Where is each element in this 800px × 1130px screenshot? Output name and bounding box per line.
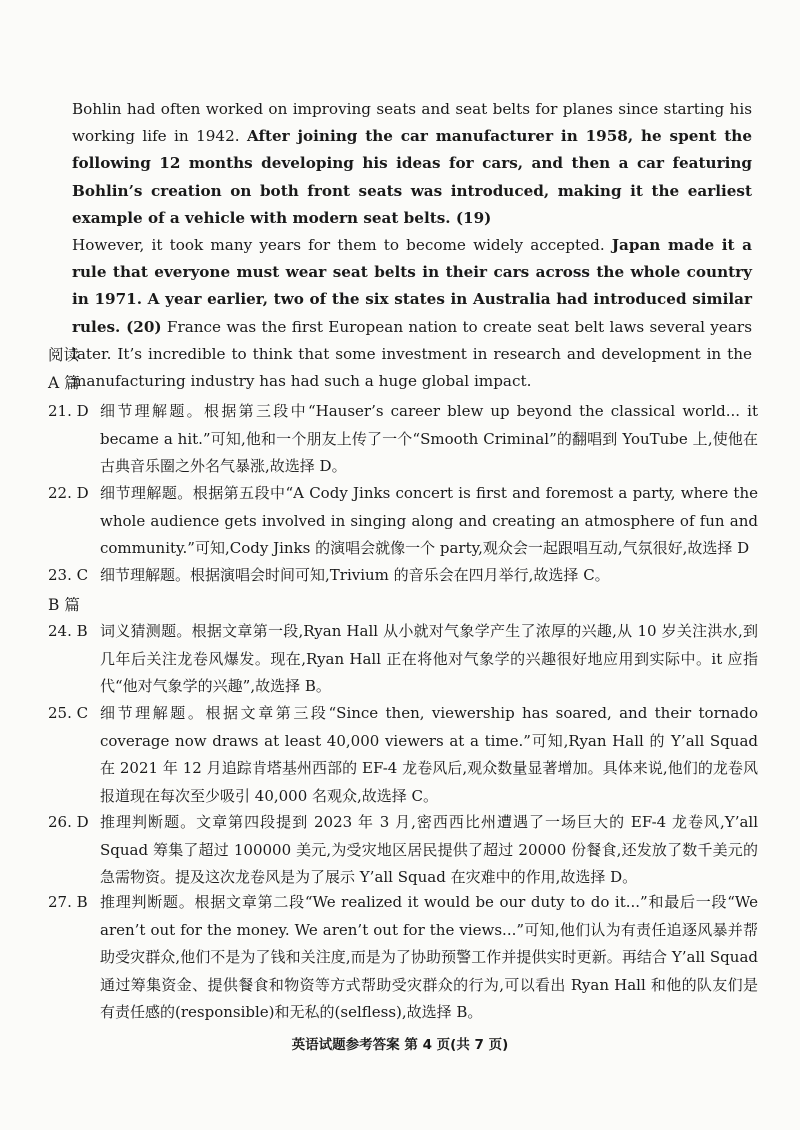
answer-explanation: 细节理解题。根据演唱会时间可知,Trivium 的音乐会在四月举行,故选择 C。 — [100, 566, 610, 584]
passage-key-sentence: After joining the car manufacturer in 1958, he spent the following 12 months developing his ideas for cars, and then a car featuring Bohlin’s creation on both front seats was introduced, making it the earliest example of a vehicle with modern seat belts. (19) — [72, 127, 752, 227]
section-reading: 阅读 — [48, 346, 80, 364]
passage-text: France was the first European nation to create seat belt laws several years later. It’s incredible to think that some investment in research and development in the manufacturing industry has had such a huge global impact. — [72, 317, 752, 391]
answer-item — [48, 889, 758, 1027]
passage-key-sentence: Japan made it a rule that everyone must wear seat belts in their cars across the whole country in 1971. A year earlier, two of the six states in Australia had introduced similar rules. (20) — [72, 236, 752, 336]
answer-number: 23. C — [48, 566, 89, 584]
page-footer: 英语试题参考答案 第 4 页(共 7 页) — [291, 1037, 509, 1053]
passage-text: Bohlin had often worked on improving seats and seat belts for planes since starting his working life in 1942. — [72, 100, 752, 146]
answer-number: 26. D — [48, 813, 89, 831]
answer-explanation: 细节理解题。根据第三段中“Hauser’s career blew up beyond the classical world... it became a hit.”可知,他和一个朋友上传了一个“Smooth Criminal”的翻唱到 YouTube 上,使他在古典音乐圈之外名气暴涨,故选择 D。 — [100, 402, 758, 475]
section-a-heading: A 篇 — [48, 374, 80, 392]
answer-item — [48, 618, 758, 701]
answer-item — [48, 398, 758, 481]
passage-paragraph-1 — [72, 96, 752, 232]
answer-number: 21. D — [48, 402, 89, 420]
passage-paragraph-2 — [72, 232, 752, 395]
answer-number: 24. B — [48, 622, 88, 640]
answer-number: 25. C — [48, 704, 89, 722]
answer-explanation: 推理判断题。文章第四段提到 2023 年 3 月,密西西比州遭遇了一场巨大的 EF-4 龙卷风,Y’all Squad 筹集了超过 100000 美元,为受灾地区居民提供了超过 20000 份餐食,还发放了数千美元的急需物资。提及这次龙卷风是为了展示 Y’all Squad 在灾难中的作用,故选择 D。 — [100, 813, 758, 886]
answer-explanation: 细节理解题。根据第五段中“A Cody Jinks concert is first and foremost a party, where the whole audience gets involved in singing along and creating an atmosphere of fun and community.”可知,Cody Jinks 的演唱会就像一个 party,观众会一起跟唱互动,气氛很好,故选择 D — [100, 484, 758, 557]
answer-item — [48, 700, 758, 810]
answer-explanation: 推理判断题。根据文章第二段“We realized it would be our duty to do it...”和最后一段“We aren’t out for the money. We aren’t out for the views...”可知,他们认为有责任追逐风暴并帮助受灾群众,他们不是为了钱和关注度,而是为了协助预警工作并提供实时更新。再结合 Y’all Squad 通过筹集资金、提供餐食和物资等方式帮助受灾群众的行为,可以看出 Ryan Hall 和他的队友们是有责任感的(responsible)和无私的(selfless),故选择 B。 — [100, 893, 758, 1021]
answer-item — [48, 809, 758, 892]
answer-item — [48, 480, 758, 563]
section-b-heading: B 篇 — [48, 596, 80, 614]
answer-item — [48, 562, 758, 590]
passage-text: However, it took many years for them to become widely accepted. — [72, 236, 612, 255]
answer-explanation: 词义猜测题。根据文章第一段,Ryan Hall 从小就对气象学产生了浓厚的兴趣,从 10 岁关注洪水,到几年后关注龙卷风爆发。现在,Ryan Hall 正在将他对气象学的兴趣很好地应用到实际中。it 应指代“他对气象学的兴趣”,故选择 B。 — [100, 622, 758, 695]
answer-explanation: 细节理解题。根据文章第三段“Since then, viewership has soared, and their tornado coverage now draws at least 40,000 viewers at a time.”可知,Ryan Hall 的 Y’all Squad 在 2021 年 12 月追踪肯塔基州西部的 EF-4 龙卷风后,观众数量显著增加。具体来说,他们的龙卷风报道现在每次至少吸引 40,000 名观众,故选择 C。 — [100, 704, 758, 805]
passage — [72, 96, 752, 395]
answer-number: 27. B — [48, 893, 88, 911]
answer-number: 22. D — [48, 484, 89, 502]
